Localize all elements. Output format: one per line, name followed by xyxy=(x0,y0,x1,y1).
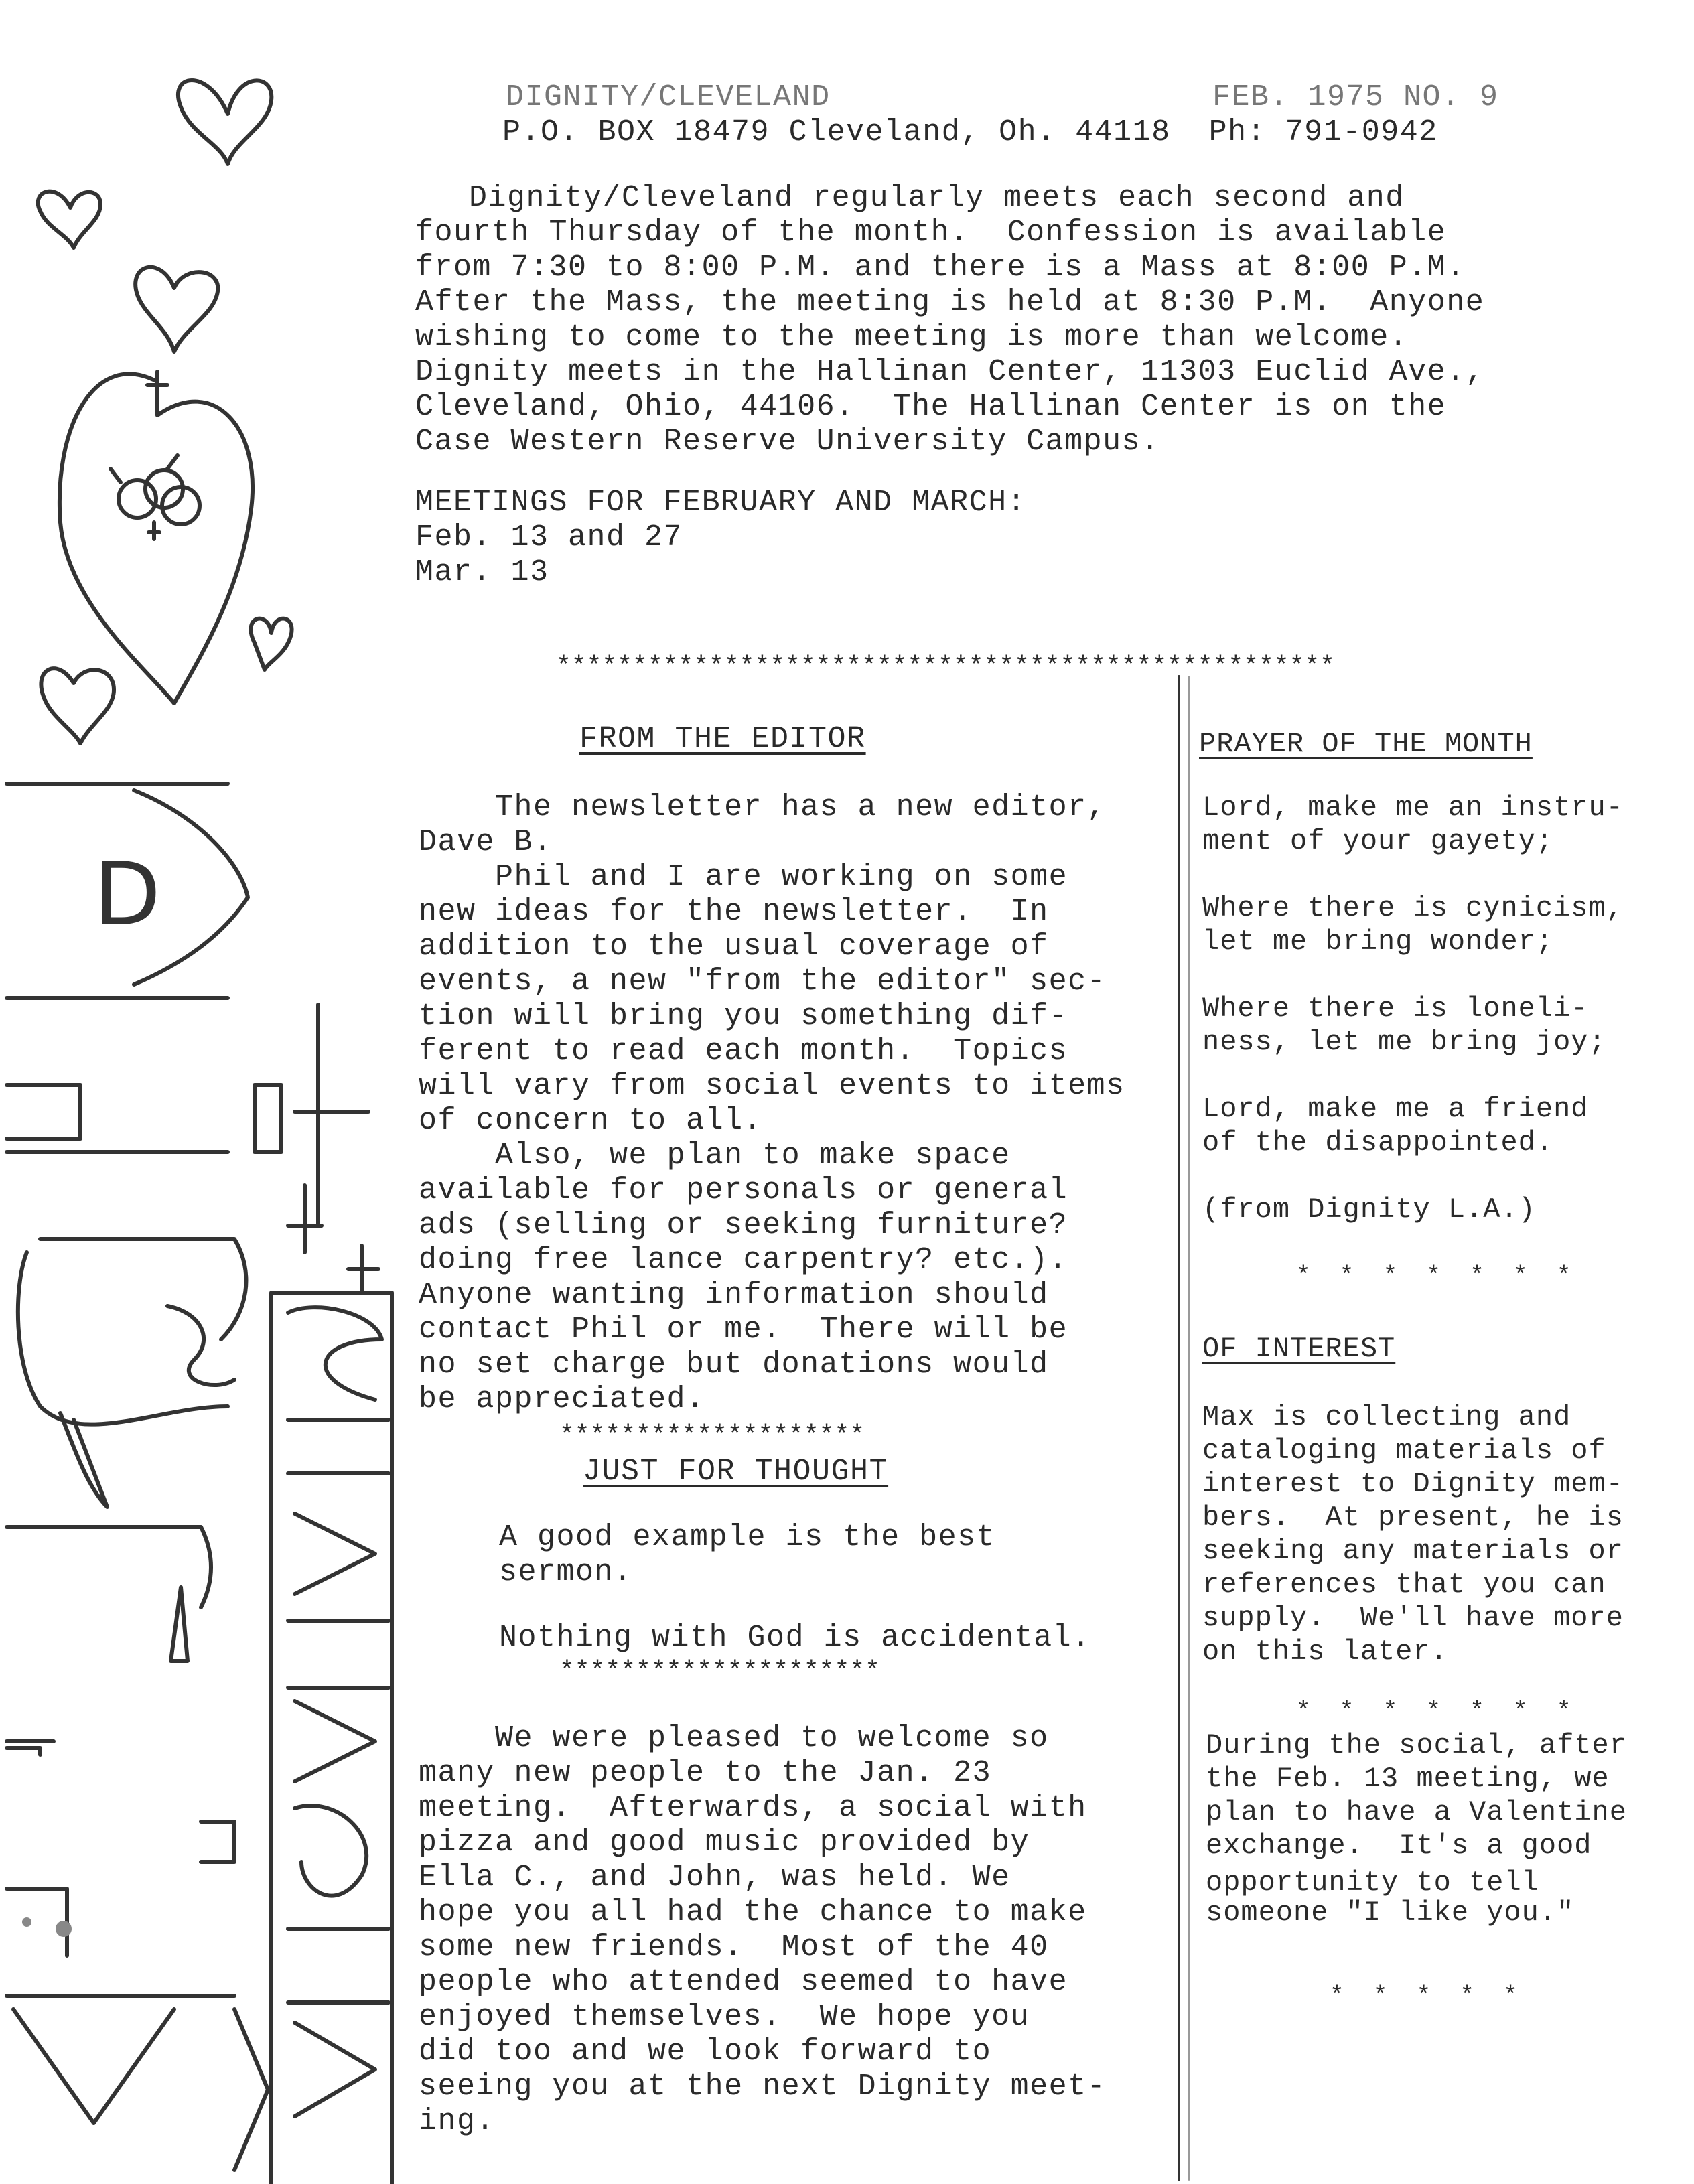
thought-stars-bottom: ********************* xyxy=(559,1657,880,1686)
heart-icon xyxy=(251,619,291,670)
social-line: did too and we look forward to xyxy=(419,2035,992,2069)
intro-line: After the Mass, the meeting is held at 8:30 P.M. Anyone xyxy=(415,285,1485,319)
prayer-line: let me bring wonder; xyxy=(1202,926,1554,958)
editor-line: ferent to read each month. Topics xyxy=(419,1034,1068,1068)
prayer-line: ness, let me bring joy; xyxy=(1202,1026,1606,1058)
cross-icon xyxy=(348,1246,378,1293)
intro-line: Dignity meets in the Hallinan Center, 11303 Euclid Ave., xyxy=(415,355,1485,389)
valentine-line: During the social, after xyxy=(1206,1729,1627,1761)
social-line: seeing you at the next Dignity meet- xyxy=(419,2069,1107,2104)
prayer-line: Where there is loneli- xyxy=(1202,993,1589,1025)
prayer-line: ment of your gayety; xyxy=(1202,825,1554,857)
valentine-line: plan to have a Valentine xyxy=(1206,1796,1627,1828)
heart-icon xyxy=(135,267,218,352)
intro-line: Dignity/Cleveland regularly meets each second and xyxy=(469,181,1405,215)
doodle-letter-d: D xyxy=(94,843,161,945)
social-line: many new people to the Jan. 23 xyxy=(419,1756,992,1790)
editor-line: Also, we plan to make space xyxy=(419,1139,1011,1173)
heart-icon xyxy=(41,668,114,743)
social-line: hope you all had the chance to make xyxy=(419,1895,1087,1930)
social-line: pizza and good music provided by xyxy=(419,1826,1030,1860)
interest-line: references that you can xyxy=(1202,1569,1606,1601)
end-stars: * * * * * xyxy=(1330,1982,1518,2010)
editor-line: Dave B. xyxy=(419,825,553,859)
editor-line: Phil and I are working on some xyxy=(419,860,1068,894)
prayer-line: Where there is cynicism, xyxy=(1202,892,1624,924)
heart-icon xyxy=(38,192,100,248)
heart-icon xyxy=(178,80,271,164)
editor-line: contact Phil or me. There will be xyxy=(419,1313,1068,1347)
editor-line: of concern to all. xyxy=(419,1104,763,1138)
meetings-heading: MEETINGS FOR FEBRUARY AND MARCH: xyxy=(415,486,1027,520)
editor-line: Anyone wanting information should xyxy=(419,1278,1049,1312)
intro-line: from 7:30 to 8:00 P.M. and there is a Mass at 8:00 P.M. xyxy=(415,250,1466,285)
meeting-date: Feb. 13 and 27 xyxy=(415,520,683,555)
editor-line: The newsletter has a new editor, xyxy=(419,790,1107,824)
meeting-date: Mar. 13 xyxy=(415,555,549,589)
valentine-line: exchange. It's a good xyxy=(1206,1830,1592,1862)
editor-line: tion will bring you something dif- xyxy=(419,999,1068,1033)
editor-line: new ideas for the newsletter. In xyxy=(419,895,1049,929)
thought-line: A good example is the best xyxy=(499,1520,996,1554)
thought-line: Nothing with God is accidental. xyxy=(499,1621,1091,1655)
mailing-address: P.O. BOX 18479 Cleveland, Oh. 44118 Ph: 791-0942 xyxy=(502,115,1438,149)
social-line: meeting. Afterwards, a social with xyxy=(419,1791,1087,1825)
thought-stars-top: ******************** xyxy=(559,1421,865,1450)
editor-line: be appreciated. xyxy=(419,1382,705,1416)
social-line: Ella C., and John, was held. We xyxy=(419,1861,1011,1895)
intro-line: wishing to come to the meeting is more than welcome. xyxy=(415,320,1409,354)
editor-line: ads (selling or seeking furniture? xyxy=(419,1208,1068,1242)
editor-line: events, a new "from the editor" sec- xyxy=(419,964,1107,999)
social-line: people who attended seemed to have xyxy=(419,1965,1068,1999)
interest-line: interest to Dignity mem- xyxy=(1202,1468,1624,1500)
org-name: DIGNITY/CLEVELAND xyxy=(506,80,831,115)
prayer-stars: * * * * * * * xyxy=(1296,1262,1571,1290)
interest-line: on this later. xyxy=(1202,1635,1448,1668)
social-line: enjoyed themselves. We hope you xyxy=(419,2000,1030,2034)
intro-line: Case Western Reserve University Campus. xyxy=(415,425,1160,459)
prayer-heading: PRAYER OF THE MONTH xyxy=(1199,728,1533,760)
editor-heading: FROM THE EDITOR xyxy=(579,722,866,756)
social-line: some new friends. Most of the 40 xyxy=(419,1930,1049,1964)
editor-line: no set charge but donations would xyxy=(419,1348,1049,1382)
valentine-line: opportunity to tell xyxy=(1206,1867,1539,1899)
interest-stars: * * * * * * * xyxy=(1296,1698,1571,1725)
intro-line: fourth Thursday of the month. Confession is available xyxy=(415,216,1447,250)
interest-line: Max is collecting and xyxy=(1202,1401,1571,1433)
valentine-line: someone "I like you." xyxy=(1206,1897,1575,1929)
issue-date: FEB. 1975 NO. 9 xyxy=(1212,80,1499,115)
social-line: ing. xyxy=(419,2104,496,2138)
editor-line: available for personals or general xyxy=(419,1173,1068,1208)
prayer-line: Lord, make me an instru- xyxy=(1202,792,1624,824)
prayer-line: of the disappointed. xyxy=(1202,1126,1554,1159)
thought-heading: JUST FOR THOUGHT xyxy=(583,1455,889,1489)
interest-line: supply. We'll have more xyxy=(1202,1602,1624,1634)
editor-line: will vary from social events to items xyxy=(419,1069,1125,1103)
interest-line: cataloging materials of xyxy=(1202,1435,1606,1467)
interest-heading: OF INTEREST xyxy=(1202,1333,1396,1365)
social-line: We were pleased to welcome so xyxy=(419,1721,1049,1755)
editor-line: doing free lance carpentry? etc.). xyxy=(419,1243,1068,1277)
intro-line: Cleveland, Ohio, 44106. The Hallinan Center is on the xyxy=(415,390,1447,424)
prayer-line: (from Dignity L.A.) xyxy=(1202,1193,1536,1226)
editor-line: addition to the usual coverage of xyxy=(419,930,1049,964)
valentine-line: the Feb. 13 meeting, we xyxy=(1206,1763,1610,1795)
thought-line: sermon. xyxy=(499,1555,633,1589)
interest-line: bers. At present, he is xyxy=(1202,1502,1624,1534)
interest-line: seeking any materials or xyxy=(1202,1535,1624,1567)
separator-stars: *************************************************** xyxy=(556,652,1335,681)
prayer-line: Lord, make me a friend xyxy=(1202,1093,1589,1125)
